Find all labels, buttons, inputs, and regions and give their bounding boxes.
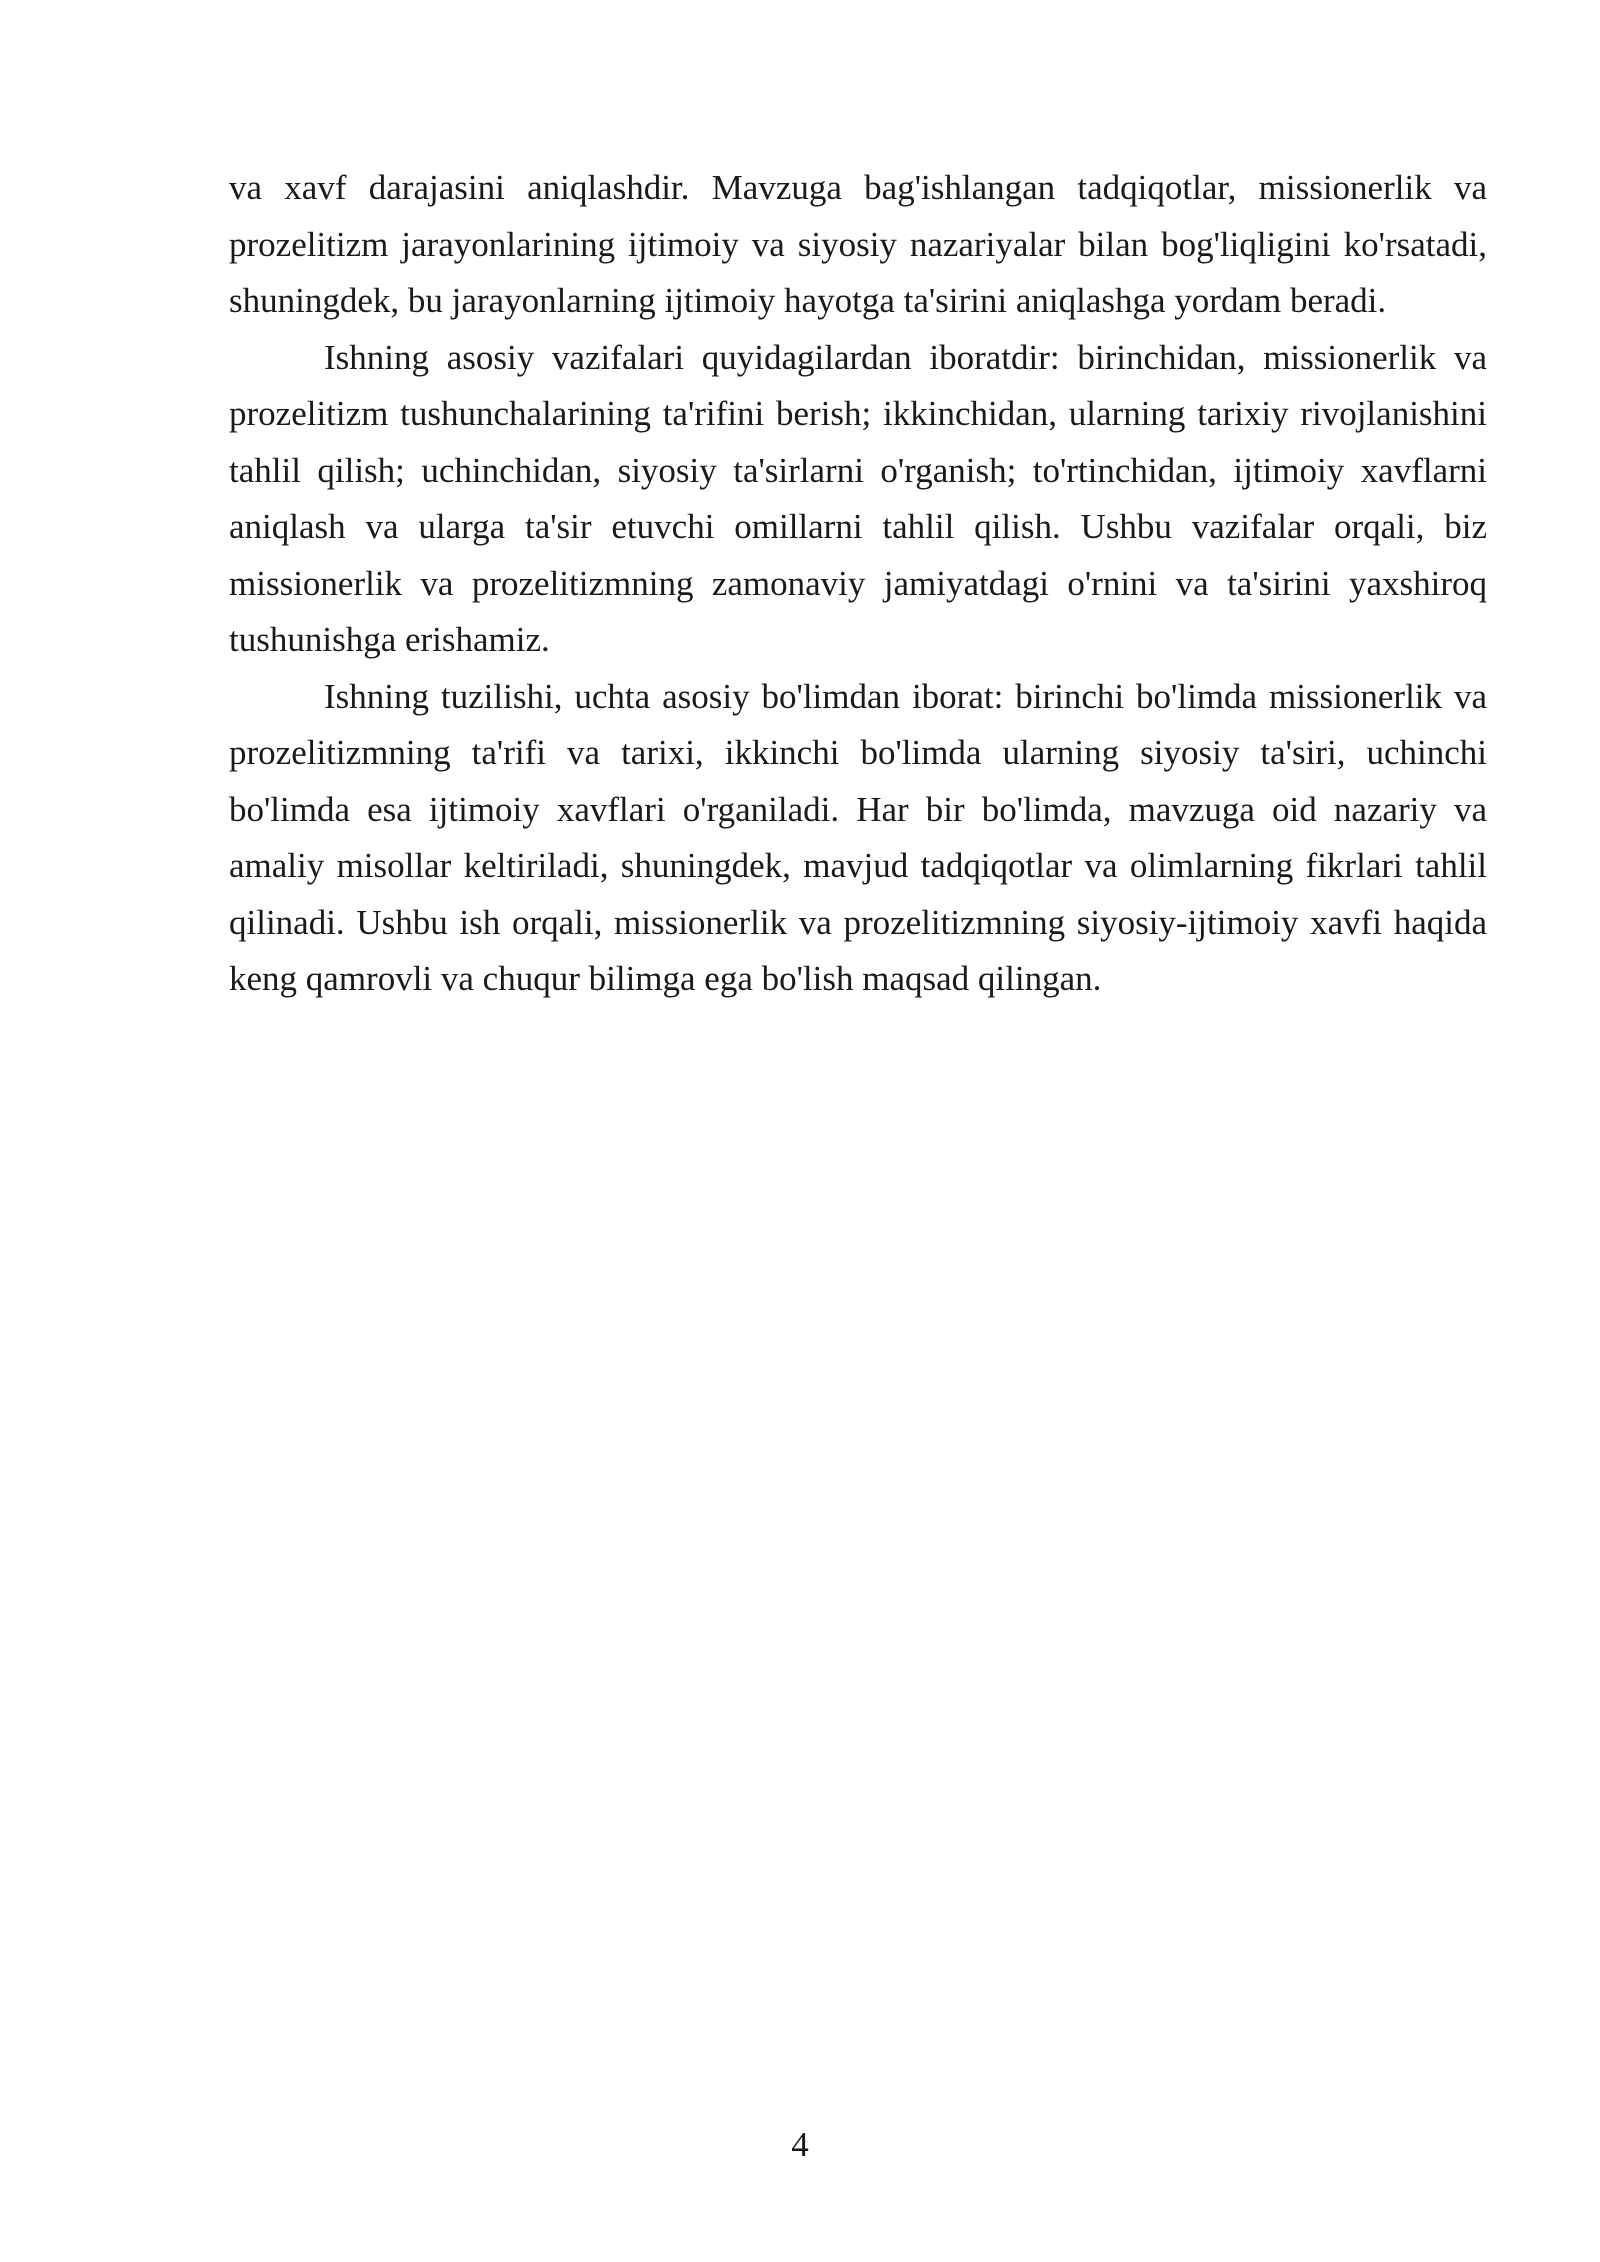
page-number: 4 (791, 2125, 809, 2164)
paragraph-continuation: va xavf darajasini aniqlashdir. Mavzuga bag'ishlangan tadqiqotlar, missionerlik va prozelitizm jarayonlarining ijtimoiy va siyosiy nazariyalar bilan bog'liqligini ko'rsatadi, shuningdek, bu jarayonlarning ijtimoiy hayotga ta'sirini aniqlashga yordam beradi. (229, 168, 1487, 320)
document-body (229, 160, 1487, 1008)
paragraph-tasks: Ishning asosiy vazifalari quyidagilardan iboratdir: birinchidan, missionerlik va prozelitizm tushunchalarining ta'rifini berish; ikkinchidan, ularning tarixiy rivojlanishini tahlil qilish; uchinchidan, siyosiy ta'sirlarni o'rganish; to'rtinchidan, ijtimoiy xavflarni aniqlash va ularga ta'sir etuvchi omillarni tahlil qilish. Ushbu vazifalar orqali, biz missionerlik va prozelitizmning zamonaviy jamiyatdagi o'rnini va ta'sirini yaxshiroq tushunishga erishamiz. (229, 337, 1487, 659)
paragraph-structure: Ishning tuzilishi, uchta asosiy bo'limdan iborat: birinchi bo'limda missionerlik va prozelitizmning ta'rifi va tarixi, ikkinchi bo'limda ularning siyosiy ta'siri, uchinchi bo'limda esa ijtimoiy xavflari o'rganiladi. Har bir bo'limda, mavzuga oid nazariy va amaliy misollar keltiriladi, shuningdek, mavjud tadqiqotlar va olimlarning fikrlari tahlil qilinadi. Ushbu ish orqali, missionerlik va prozelitizmning siyosiy-ijtimoiy xavfi haqida keng qamrovli va chuqur bilimga ega bo'lish maqsad qilingan. (229, 676, 1487, 998)
